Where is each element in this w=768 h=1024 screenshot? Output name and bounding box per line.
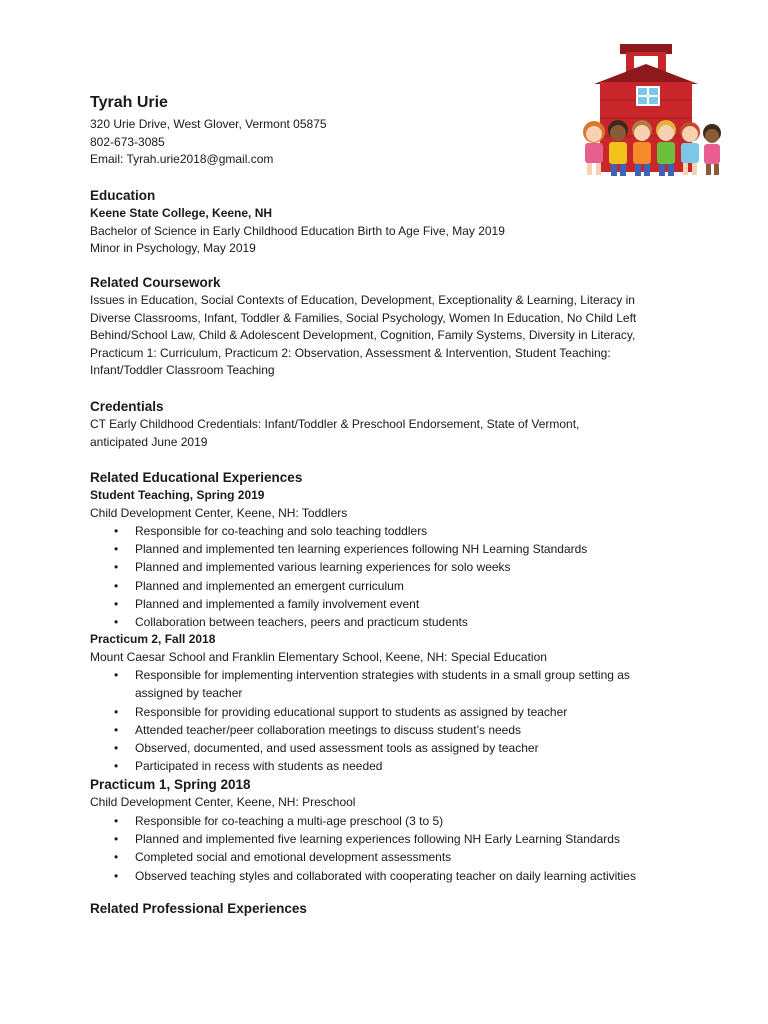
practicum2-list bbox=[90, 666, 680, 775]
list-item: • Planned and implemented a family involvement event bbox=[90, 595, 680, 613]
education-school: Keene State College, Keene, NH bbox=[90, 206, 273, 220]
practicum1-title: Practicum 1, Spring 2018 bbox=[90, 777, 251, 793]
list-item: • Responsible for co-teaching a multi-age preschool (3 to 5) bbox=[90, 812, 680, 830]
coursework-text bbox=[90, 292, 680, 380]
coursework-line: Behind/School Law, Child & Adolescent Development, Cognition, Family Systems, Diversity in Literacy, bbox=[90, 328, 636, 342]
list-item: • Responsible for providing educational support to students as assigned by teacher bbox=[90, 703, 680, 721]
practicum2-title: Practicum 2, Fall 2018 bbox=[90, 632, 216, 647]
education-heading: Education bbox=[90, 188, 156, 203]
education-degree: Bachelor of Science in Early Childhood Education Birth to Age Five, May 2019 bbox=[90, 223, 505, 238]
coursework-section bbox=[90, 273, 680, 380]
coursework-line: Issues in Education, Social Contexts of Education, Development, Exceptionality & Learning, Literacy in bbox=[90, 293, 635, 307]
address: 320 Urie Drive, West Glover, Vermont 05875 bbox=[90, 117, 327, 131]
phone: 802-673-3085 bbox=[90, 134, 165, 149]
list-item: • Completed social and emotional development assessments bbox=[90, 848, 680, 866]
education-section bbox=[90, 186, 505, 258]
list-item: • Attended teacher/peer collaboration meetings to discuss student’s needs bbox=[90, 721, 680, 739]
experiences-section bbox=[90, 468, 680, 885]
list-item: • Observed teaching styles and collaborated with cooperating teacher on daily learning activities bbox=[90, 867, 680, 885]
practicum1-list bbox=[90, 812, 680, 885]
professional-section bbox=[90, 899, 307, 918]
credentials-line: CT Early Childhood Credentials: Infant/Toddler & Preschool Endorsement, State of Vermont, bbox=[90, 417, 580, 431]
student-teaching-place: Child Development Center, Keene, NH: Toddlers bbox=[90, 505, 348, 520]
list-item: • Planned and implemented ten learning experiences following NH Learning Standards bbox=[90, 540, 680, 558]
list-item: • Responsible for co-teaching and solo teaching toddlers bbox=[90, 522, 680, 540]
list-item: • Participated in recess with students as needed bbox=[90, 757, 680, 775]
list-item: • Planned and implemented various learning experiences for solo weeks bbox=[90, 558, 680, 576]
experiences-heading: Related Educational Experiences bbox=[90, 470, 303, 485]
student-teaching-list bbox=[90, 522, 680, 631]
coursework-heading: Related Coursework bbox=[90, 275, 221, 290]
list-item: • Responsible for implementing intervention strategies with students in a small group setting as assigned by teacher bbox=[90, 666, 680, 702]
list-item: • Planned and implemented five learning experiences following NH Early Learning Standards bbox=[90, 830, 680, 848]
student-teaching-title: Student Teaching, Spring 2019 bbox=[90, 488, 265, 502]
education-minor: Minor in Psychology, May 2019 bbox=[90, 241, 256, 255]
list-item: • Planned and implemented an emergent curriculum bbox=[90, 577, 680, 595]
coursework-line: Infant/Toddler Classroom Teaching bbox=[90, 363, 275, 377]
email[interactable]: Email: Tyrah.urie2018@gmail.com bbox=[90, 152, 274, 166]
coursework-line: Diverse Classrooms, Infant, Toddler & Families, Social Psychology, Women In Education, No Child Left bbox=[90, 310, 637, 325]
list-item: • Observed, documented, and used assessment tools as assigned by teacher bbox=[90, 739, 680, 757]
practicum2-place: Mount Caesar School and Franklin Elementary School, Keene, NH: Special Education bbox=[90, 649, 547, 664]
coursework-line: Practicum 1: Curriculum, Practicum 2: Observation, Assessment & Intervention, Student Teaching: bbox=[90, 345, 611, 360]
practicum1-place: Child Development Center, Keene, NH: Preschool bbox=[90, 795, 356, 810]
credentials-section bbox=[90, 397, 680, 451]
professional-heading: Related Professional Experiences bbox=[90, 901, 307, 916]
applicant-name: Tyrah Urie bbox=[90, 94, 168, 111]
contact-block bbox=[90, 116, 327, 169]
list-item: • Collaboration between teachers, peers and practicum students bbox=[90, 613, 680, 631]
credentials-line: anticipated June 2019 bbox=[90, 434, 208, 449]
credentials-heading: Credentials bbox=[90, 399, 164, 414]
schoolhouse-with-children-icon bbox=[576, 40, 724, 185]
